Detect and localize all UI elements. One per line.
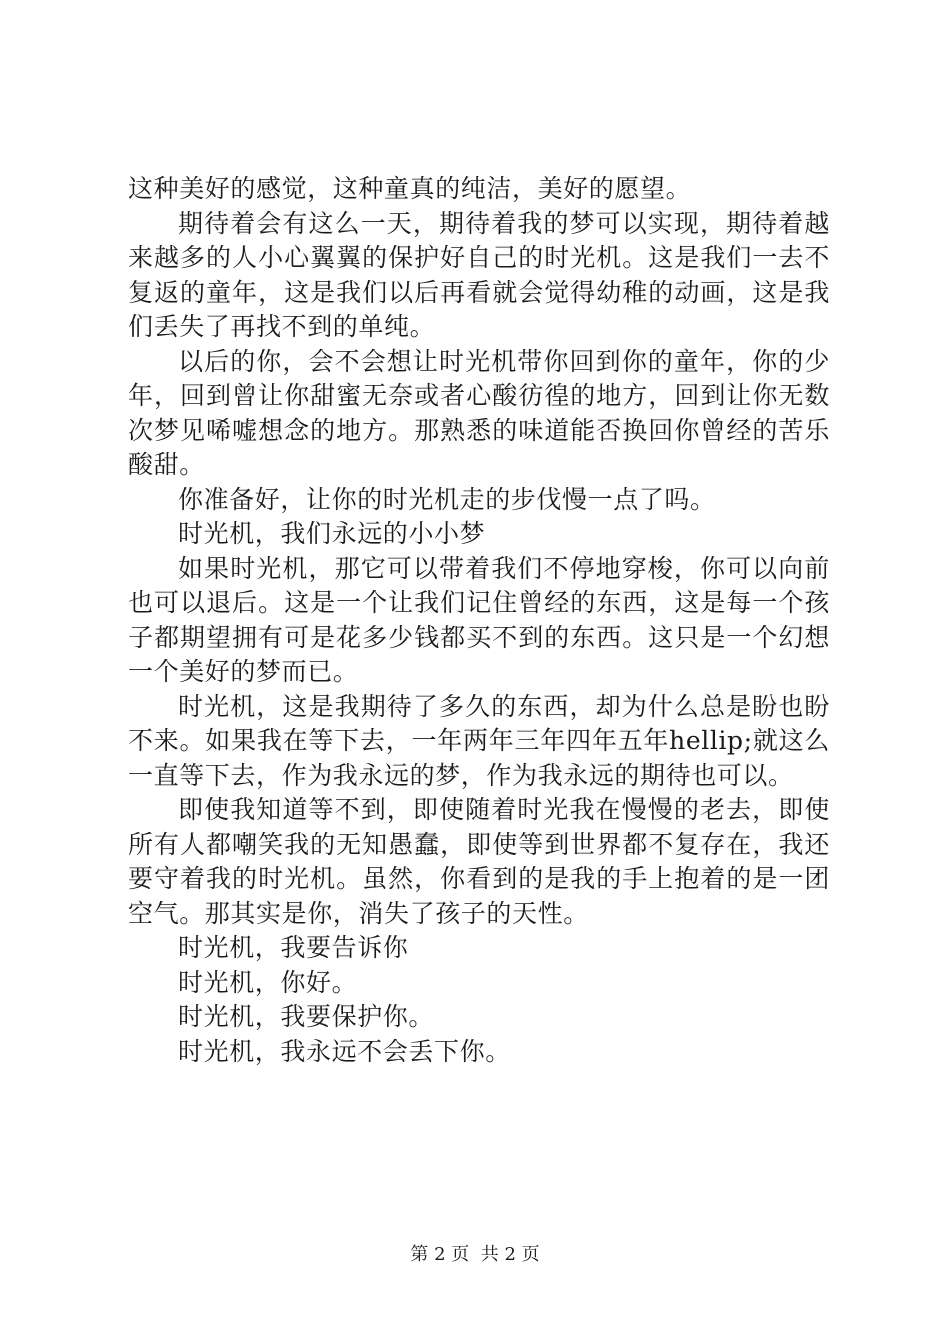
paragraph-12: 时光机，我永远不会丢下你。 bbox=[178, 1036, 511, 1066]
document-body bbox=[128, 172, 830, 1069]
paragraph-7: 时光机，这是我期待了多久的东西，却为什么总是盼也盼不来。如果我在等下去，一年两年三年四年五年hellip;就这么一直等下去，作为我永远的梦，作为我永远的期待也可以。 bbox=[128, 691, 830, 790]
page-total: 共 2 页 bbox=[480, 1244, 540, 1265]
paragraph-4: 你准备好，让你的时光机走的步伐慢一点了吗。 bbox=[178, 484, 716, 514]
paragraph-6: 如果时光机，那它可以带着我们不停地穿梭，你可以向前也可以退后。这是一个让我们记住曾经的东西，这是每一个孩子都期望拥有可是花多少钱都买不到的东西。这只是一个幻想一个美好的梦而已。 bbox=[128, 553, 830, 686]
paragraph-2: 期待着会有这么一天，期待着我的梦可以实现，期待着越来越多的人小心翼翼的保护好自己的时光机。这是我们一去不复返的童年，这是我们以后再看就会觉得幼稚的动画，这是我们丢失了再找不到的单纯。 bbox=[128, 208, 830, 341]
paragraph-3: 以后的你，会不会想让时光机带你回到你的童年，你的少年，回到曾让你甜蜜无奈或者心酸彷徨的地方，回到让你无数次梦见唏嘘想念的地方。那熟悉的味道能否换回你曾经的苦乐酸甜。 bbox=[128, 346, 830, 479]
paragraph-8: 即使我知道等不到，即使随着时光我在慢慢的老去，即使所有人都嘲笑我的无知愚蠢，即使等到世界都不复存在，我还要守着我的时光机。虽然，你看到的是我的手上抱着的是一团空气。那其实是你，消失了孩子的天性。 bbox=[128, 795, 830, 928]
paragraph-5: 时光机，我们永远的小小梦 bbox=[178, 519, 486, 548]
page-number: 第 2 页 bbox=[410, 1244, 470, 1265]
paragraph-1: 这种美好的感觉，这种童真的纯洁，美好的愿望。 bbox=[128, 174, 692, 203]
paragraph-9: 时光机，我要告诉你 bbox=[178, 933, 409, 962]
paragraph-10: 时光机，你好。 bbox=[178, 967, 358, 997]
page-footer bbox=[0, 1243, 950, 1267]
paragraph-11: 时光机，我要保护你。 bbox=[178, 1002, 435, 1031]
